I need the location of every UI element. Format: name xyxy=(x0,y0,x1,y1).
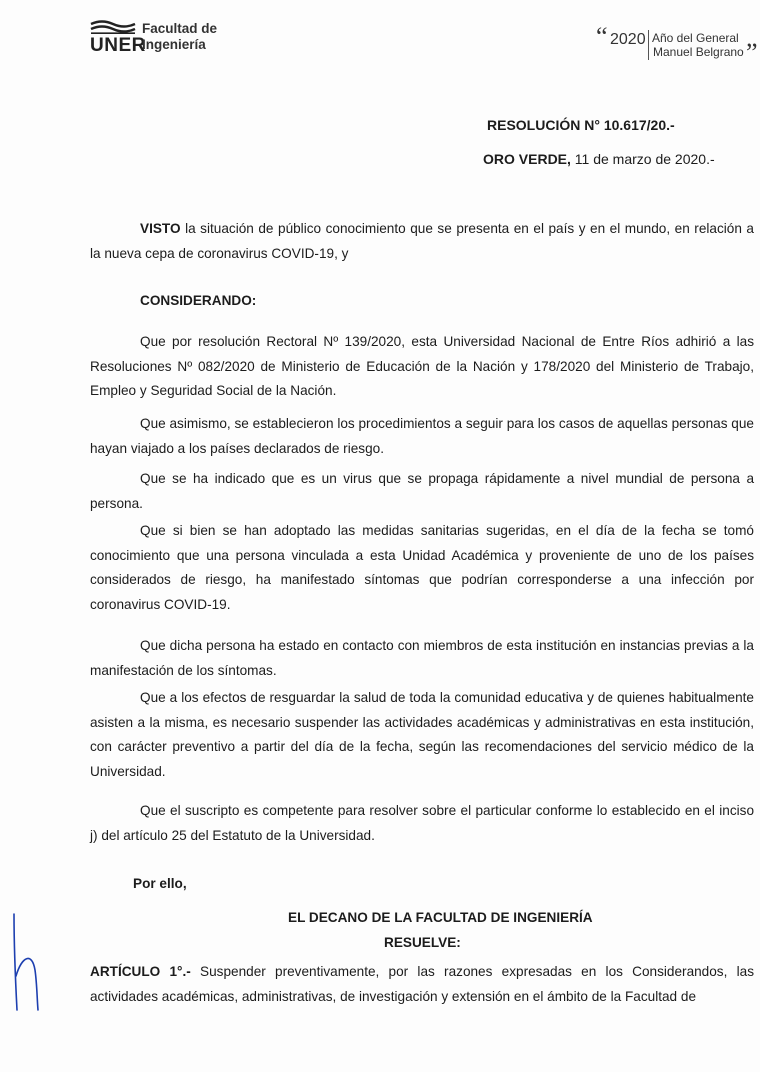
considerando-paragraph: Que por resolución Rectoral Nº 139/2020, esta Universidad Nacional de Entre Ríos adhirió a las Resoluciones Nº 082/2020 de Ministerio de Educación de la Nación y 178/2020 del Ministerio de Trabajo, Empleo y Seguridad Social de la Nación. xyxy=(90,334,754,398)
resolution-number: RESOLUCIÓN N° 10.617/20.- xyxy=(487,117,675,133)
considerando-paragraph: Que a los efectos de resguardar la salud de toda la comunidad educativa y de quienes habitualmente asisten a la misma, es necesario suspender las actividades académicas y administrativas en esta institución, con carácter preventivo a partir del día de la fecha, según las recomendaciones del servicio médico de la Universidad. xyxy=(90,690,754,779)
date: 11 de marzo de 2020.- xyxy=(574,151,715,167)
authority-title: EL DECANO DE LA FACULTAD DE INGENIERÍA xyxy=(288,910,593,925)
open-quote-glyph: “ xyxy=(596,22,608,51)
handwritten-initial-signature xyxy=(8,912,42,1012)
place: ORO VERDE, xyxy=(483,151,571,167)
faculty-logo xyxy=(90,18,230,58)
visto-paragraph xyxy=(90,217,754,266)
place-date xyxy=(483,151,715,167)
motto-line2: Manuel Belgrano xyxy=(653,45,744,59)
close-quote-glyph: ” xyxy=(746,38,758,67)
considerando-paragraph: Que si bien se han adoptado las medidas sanitarias sugeridas, en el día de la fecha se tomó conocimiento que una persona vinculada a esta Unidad Académica y proveniente de uno de los países considerados de riesgo, ha manifestado síntomas que podrían corresponderse a una infección por coronavirus COVID-19. xyxy=(90,523,754,612)
motto-year: 2020 xyxy=(610,31,646,48)
considerando-heading: CONSIDERANDO: xyxy=(140,293,257,308)
logo-uner-text: UNER xyxy=(90,35,146,56)
motto-line1: Año del General xyxy=(652,31,739,45)
considerando-paragraph: Que asimismo, se establecieron los procedimientos a seguir para los casos de aquellas personas que hayan viajado a los países declarados de riesgo. xyxy=(90,416,754,456)
logo-faculty-name xyxy=(142,21,217,53)
visto-label: VISTO xyxy=(140,221,181,236)
article-1-paragraph xyxy=(90,960,754,1009)
logo-faculty-line1: Facultad de xyxy=(142,21,218,36)
logo-faculty-line2: Ingeniería xyxy=(142,37,206,52)
year-motto xyxy=(596,22,760,67)
motto-divider xyxy=(648,30,649,60)
visto-text: la situación de público conocimiento que se presenta en el país y en el mundo, en relación a la nueva cepa de coronavirus COVID-19, y xyxy=(90,221,754,261)
considerando-paragraph: Que el suscripto es competente para resolver sobre el particular conforme lo establecido en el inciso j) del artículo 25 del Estatuto de la Universidad. xyxy=(90,803,754,843)
article-1-text: Suspender preventivamente, por las razones expresadas en los Considerandos, las actividades académicas, administrativas, de investigación y extensión en el ámbito de la Facultad de xyxy=(90,964,754,1004)
considerando-paragraph: Que dicha persona ha estado en contacto con miembros de esta institución en instancias previas a la manifestación de los síntomas. xyxy=(90,638,754,678)
por-ello-text: Por ello, xyxy=(133,876,187,891)
article-1-label: ARTÍCULO 1°.- xyxy=(90,964,191,979)
waves-icon xyxy=(90,20,136,34)
motto-text xyxy=(652,31,744,59)
considerando-paragraph: Que se ha indicado que es un virus que se propaga rápidamente a nivel mundial de persona a persona. xyxy=(90,471,754,511)
resuelve-heading: RESUELVE: xyxy=(384,935,461,950)
